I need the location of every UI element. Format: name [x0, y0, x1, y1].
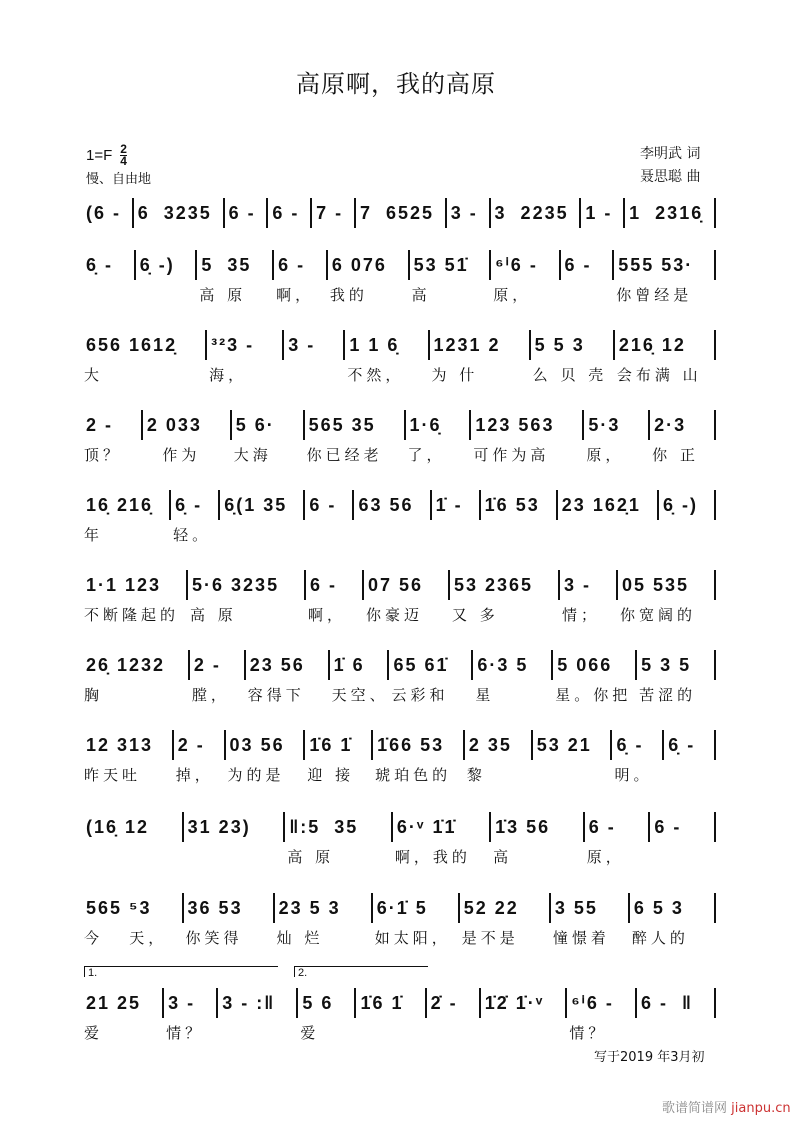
measure	[82, 410, 143, 464]
lyric: 灿 烂	[276, 929, 324, 947]
lyric: 星	[475, 686, 495, 704]
lyric: 情？	[166, 1024, 205, 1042]
lyric: 情；	[562, 606, 601, 624]
notes: 1·1 123	[86, 575, 162, 595]
time-sig-bottom: 4	[120, 154, 127, 168]
measure	[232, 410, 305, 464]
notes: 6̣ -)	[139, 255, 175, 275]
lyric: 为 什	[431, 366, 479, 384]
measure	[630, 893, 716, 947]
lyric: 苦涩的	[639, 686, 697, 704]
lyric: 如太阳，	[374, 929, 451, 947]
staff-system	[82, 250, 716, 304]
notes: 5 066	[557, 655, 613, 675]
measure	[136, 250, 198, 280]
notes: 36 53	[187, 898, 243, 918]
lyricist-credit: 李明武 词	[640, 146, 701, 162]
lyric: 么 贝 壳	[532, 366, 608, 384]
notes: 6 -	[272, 203, 300, 223]
measure	[430, 330, 531, 384]
measure	[330, 650, 390, 704]
measure	[298, 988, 356, 1042]
lyric: 大海	[233, 446, 272, 464]
lyric: 高	[411, 286, 431, 304]
measure	[460, 893, 551, 947]
lyric: 憧憬着	[552, 929, 610, 947]
measure	[285, 812, 393, 866]
measure	[82, 650, 190, 704]
measure	[82, 893, 184, 947]
notes: 16̣ 216̣	[86, 495, 154, 515]
measure	[650, 812, 716, 842]
lyric: 琥珀色的	[375, 766, 452, 784]
lyric: 高	[493, 848, 513, 866]
notes: 23 5 3	[278, 898, 341, 918]
lyric: 胸	[84, 686, 104, 704]
measure	[305, 490, 354, 520]
key-signature	[86, 144, 127, 167]
lyric: 今 天，	[84, 929, 168, 947]
lyric: 迎 接	[307, 766, 355, 784]
notes: 6̣ -	[668, 735, 696, 755]
notes: 656 1612̣	[86, 335, 178, 355]
notes: 12 313	[86, 735, 154, 755]
measure	[82, 988, 164, 1042]
measure	[82, 812, 184, 842]
measure	[268, 198, 312, 228]
notes: 6 -	[309, 495, 337, 515]
lyric: 明。	[614, 766, 653, 784]
lyric: 你笑得	[185, 929, 243, 947]
measure	[584, 410, 650, 464]
notes: 1̇ 6	[333, 655, 365, 675]
lyric: 爱	[300, 1024, 320, 1042]
notes: 6̣ -	[86, 255, 114, 275]
notes: 7 -	[316, 203, 344, 223]
measure	[406, 410, 472, 464]
lyric: 爱	[84, 1024, 104, 1042]
notes: (6 -	[86, 203, 121, 223]
staff-system	[82, 893, 716, 947]
measure	[373, 730, 465, 784]
measure	[612, 730, 664, 784]
measure	[82, 198, 134, 228]
measure	[558, 490, 659, 520]
notes: 1̇66 53	[377, 735, 445, 755]
measure	[197, 250, 274, 304]
lyric: 昨天吐	[84, 766, 142, 784]
notes: 26̣ 1232	[86, 655, 166, 675]
lyric: 情？	[569, 1024, 608, 1042]
volta-1: 1.	[84, 966, 278, 977]
notes: 3 -	[450, 203, 478, 223]
measure	[284, 330, 345, 360]
lyric: 海，	[209, 366, 248, 384]
key: 1=F	[86, 147, 113, 164]
lyric: 黎	[466, 766, 486, 784]
notes: ‖:5 35	[289, 817, 359, 837]
lyric: 高 原	[190, 606, 237, 624]
notes: 7 6525	[359, 203, 434, 223]
notes: 53 51̇	[413, 255, 469, 275]
staff-system	[82, 570, 716, 624]
notes: 1̇ -	[435, 495, 463, 515]
watermark-en: jianpu.cn	[731, 1101, 791, 1116]
notes: 6 - ‖	[640, 993, 693, 1013]
notes: 53 21	[536, 735, 592, 755]
notes: 1231 2	[433, 335, 501, 355]
measure	[226, 730, 306, 784]
date-note: 写于2019 年3月初	[594, 1050, 705, 1065]
notes: 2̇ -	[430, 993, 458, 1013]
measure	[427, 988, 481, 1018]
notes: 6 3235	[137, 203, 212, 223]
notes: 565 ⁵3	[86, 898, 152, 918]
measure	[614, 250, 716, 304]
notes: 6 -	[588, 817, 616, 837]
notes: 6̣(1 35	[224, 495, 288, 515]
measure	[659, 490, 716, 520]
staff-system	[82, 330, 716, 384]
lyric: 容得下	[247, 686, 305, 704]
notes: 63 56	[358, 495, 414, 515]
notes: (16̣ 12	[86, 817, 150, 837]
staff-system	[82, 490, 716, 544]
measure	[82, 330, 207, 384]
lyric: 天空、	[331, 686, 389, 704]
measure	[356, 988, 426, 1018]
notes: 03 56	[229, 735, 285, 755]
notes: 1 -	[585, 203, 613, 223]
lyric: 啊，我的	[394, 848, 471, 866]
notes: 65 61̇	[393, 655, 449, 675]
notes: 5·3	[588, 415, 621, 435]
lyric: 又 多	[452, 606, 499, 624]
measure	[567, 988, 637, 1042]
measure	[82, 490, 171, 544]
measure	[531, 330, 615, 384]
measure	[218, 988, 298, 1018]
lyric: 膛，	[191, 686, 230, 704]
notes: 5 6·	[235, 415, 275, 435]
lyric: 年	[84, 526, 104, 544]
measure	[618, 570, 716, 624]
notes: 6 076	[331, 255, 387, 275]
notes: 2 -	[177, 735, 205, 755]
lyric: 掉，	[175, 766, 214, 784]
measure	[637, 988, 716, 1018]
notes: 1̇6 53	[484, 495, 540, 515]
notes: 5·6 3235	[192, 575, 280, 595]
lyric: 我的	[329, 286, 368, 304]
measure	[581, 198, 625, 228]
notes: 1̇6 1̇	[309, 735, 353, 755]
lyric: 为的是	[227, 766, 285, 784]
measure	[432, 490, 481, 520]
measure	[306, 570, 364, 624]
measure	[561, 250, 615, 280]
measure	[560, 570, 618, 624]
time-sig-top: 2	[120, 142, 127, 156]
notes: 5 35	[201, 255, 252, 275]
measure	[274, 250, 328, 304]
notes: 23 162̣1	[561, 495, 641, 515]
measure	[410, 250, 492, 304]
notes: ⁶ⁱ6 -	[495, 255, 538, 275]
lyric: 星。你把	[555, 686, 632, 704]
notes: 23 56	[249, 655, 305, 675]
notes: 6·ᵛ 1̇1̇	[396, 817, 457, 837]
measure	[225, 198, 269, 228]
measure	[393, 812, 491, 866]
measure	[305, 410, 406, 464]
measure	[664, 730, 716, 760]
measure	[82, 730, 174, 784]
notes: 5 6	[302, 993, 334, 1013]
watermark	[662, 1097, 791, 1116]
song-title: 高原啊，我的高原	[296, 70, 496, 98]
measure	[184, 893, 275, 947]
lyric: 你曾经是	[616, 286, 693, 304]
measure	[345, 330, 429, 384]
lyric: 作为	[144, 446, 201, 464]
notes: 1·6̣	[409, 415, 442, 435]
volta-2: 2.	[294, 966, 428, 977]
measure	[585, 812, 651, 866]
notes: 3 -	[288, 335, 316, 355]
measure	[275, 893, 373, 947]
lyric: 可作为高	[473, 446, 550, 464]
lyric: 云彩和	[391, 686, 449, 704]
notes: 3 - :‖	[222, 993, 276, 1013]
measure	[447, 198, 491, 228]
lyric: 大	[84, 366, 104, 384]
notes: 6 -	[564, 255, 592, 275]
measure	[312, 198, 356, 228]
measure	[188, 570, 306, 624]
measure	[143, 410, 232, 464]
notes: 6 -	[228, 203, 256, 223]
notes: 1̇3 56	[495, 817, 551, 837]
measure	[533, 730, 613, 760]
notes: 5 3 5	[641, 655, 692, 675]
measure	[471, 410, 584, 464]
measure	[354, 490, 431, 520]
lyric: 不然，	[347, 366, 405, 384]
lyric: 你已经老	[306, 446, 383, 464]
measure	[481, 490, 558, 520]
notes: 3 55	[554, 898, 598, 918]
composer-credit: 聂思聪 曲	[640, 169, 701, 185]
measure	[481, 988, 568, 1018]
measure	[373, 893, 460, 947]
measure	[553, 650, 637, 704]
measure	[356, 198, 447, 228]
notes: 555 53·	[618, 255, 694, 275]
notes: 6 -	[654, 817, 682, 837]
measure	[305, 730, 373, 784]
notes: 2·3	[654, 415, 687, 435]
lyric: 啊，	[276, 286, 315, 304]
lyric: 醉人的	[631, 929, 689, 947]
notes: 3 -	[564, 575, 592, 595]
lyric: 你豪迈	[366, 606, 424, 624]
staff-system	[82, 730, 716, 784]
lyric: 顶？	[84, 446, 123, 464]
lyric: 啊，	[308, 606, 347, 624]
notes: 2 033	[146, 415, 202, 435]
measure	[625, 198, 716, 228]
measure	[328, 250, 410, 304]
measure	[551, 893, 630, 947]
measure	[207, 330, 284, 384]
notes: 216̣ 12	[618, 335, 686, 355]
measure	[174, 730, 226, 784]
notes: 05 535	[622, 575, 690, 595]
notes: 6·3 5	[477, 655, 529, 675]
lyric: 会布满 山	[616, 366, 702, 384]
measure	[190, 650, 246, 704]
notes: 21 25	[86, 993, 142, 1013]
staff-system	[82, 812, 716, 866]
measure	[82, 570, 188, 624]
notes: 3 2235	[494, 203, 569, 223]
notes: 5 5 3	[534, 335, 585, 355]
notes: 07 56	[368, 575, 424, 595]
lyric: 原，	[586, 848, 625, 866]
notes: 565 35	[308, 415, 376, 435]
notes: 6̣ -	[616, 735, 644, 755]
notes: ⁶ⁱ6 -	[571, 993, 614, 1013]
measure	[171, 490, 220, 544]
staff-system	[82, 410, 716, 464]
notes: 6̣ -)	[662, 495, 698, 515]
measure	[615, 330, 716, 384]
notes: 6 5 3	[633, 898, 684, 918]
measure	[491, 812, 585, 866]
staff-system	[82, 988, 716, 1042]
notes: 3 -	[168, 993, 196, 1013]
lyric: 不断隆起的	[84, 606, 180, 624]
lyric: 高 原	[287, 848, 335, 866]
staff-system	[82, 650, 716, 704]
lyric: 了，	[407, 446, 446, 464]
notes: 53 2365	[454, 575, 534, 595]
measure	[164, 988, 218, 1042]
notes: 123 563	[475, 415, 555, 435]
notes: 1̇2̇ 1̇·ᵛ	[484, 993, 545, 1013]
notes: 1 1 6̣	[349, 335, 400, 355]
notes: 52 22	[463, 898, 519, 918]
measure	[637, 650, 716, 704]
notes: 31 23)	[187, 817, 251, 837]
notes: ³²3 -	[211, 335, 255, 355]
measure	[82, 250, 136, 280]
lyric: 高 原	[199, 286, 247, 304]
measure	[220, 490, 305, 520]
notes: 2 35	[468, 735, 512, 755]
measure	[450, 570, 560, 624]
lyric: 原，	[493, 286, 532, 304]
lyric: 你宽阔的	[620, 606, 697, 624]
measure	[389, 650, 473, 704]
notes: 2 -	[86, 415, 114, 435]
measure	[650, 410, 716, 464]
notes: 6 -	[278, 255, 306, 275]
measure	[184, 812, 286, 842]
notes: 1̇6 1̇	[360, 993, 404, 1013]
measure	[473, 650, 553, 704]
measure	[134, 198, 225, 228]
staff-system	[82, 198, 716, 228]
time-signature	[120, 144, 127, 167]
measure	[491, 250, 560, 304]
lyric: 轻。	[173, 526, 212, 544]
notes: 6̣ -	[175, 495, 203, 515]
measure	[491, 198, 582, 228]
notes: 6·1̇ 5	[376, 898, 428, 918]
measure	[364, 570, 450, 624]
lyric: 原，	[586, 446, 625, 464]
lyric: 是不是	[461, 929, 519, 947]
notes: 1 2316̣	[629, 203, 704, 223]
tempo-marking: 慢、自由地	[86, 172, 152, 187]
measure	[246, 650, 330, 704]
lyric: 你 正	[652, 446, 699, 464]
notes: 6 -	[310, 575, 338, 595]
notes: 2 -	[193, 655, 221, 675]
watermark-cn: 歌谱简谱网	[662, 1101, 728, 1116]
measure	[465, 730, 533, 784]
